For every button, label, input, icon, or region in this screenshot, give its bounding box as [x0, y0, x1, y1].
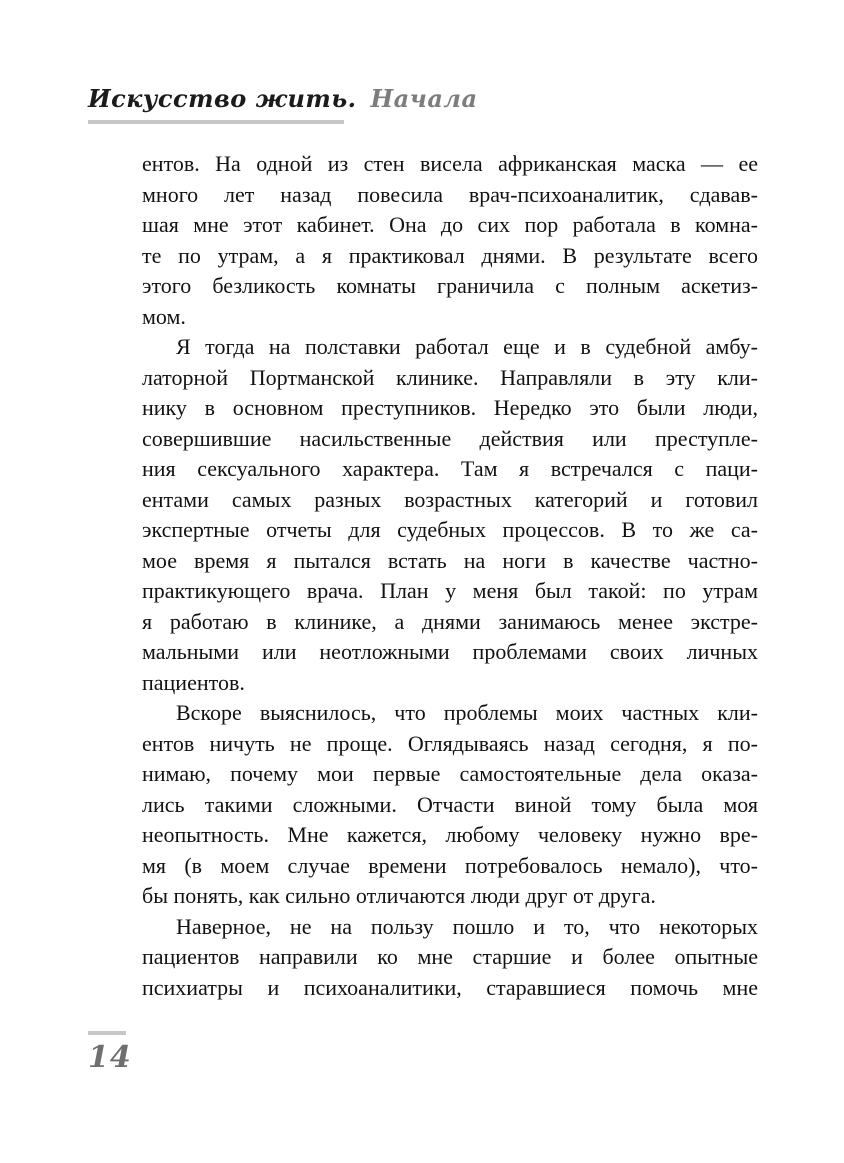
footer-rule: [88, 1031, 126, 1035]
text-line: лись такими сложными. Отчасти виной тому была моя: [142, 791, 758, 817]
text-line: я работаю в клинике, а днями занимаюсь менее экстре-: [142, 608, 758, 634]
text-line: ентами самых разных возрастных категорий и готовил: [142, 486, 758, 512]
text-line: мальными или неотложными проблемами своих личных: [142, 639, 758, 664]
text-line: бы понять, как сильно отличаются люди друг от друга.: [142, 883, 656, 908]
text-line: неопытность. Мне кажется, любому человеку нужно вре-: [142, 822, 758, 847]
text-line: те по утрам, а я практиковал днями. В результате всего: [142, 242, 758, 268]
text-line: ентов. На одной из стен висела африканская маска — ее: [142, 151, 758, 176]
text-line: практикующего врача. План у меня был такой: по утрам: [142, 578, 758, 603]
book-title: Искусство жить.: [88, 84, 357, 113]
text-line: много лет назад повесила врач-психоаналитик, сдавав-: [142, 181, 758, 207]
text-line: пациентов направили ко мне старшие и более опытные: [142, 944, 758, 969]
text-line: мом.: [142, 303, 186, 329]
text-line: мя (в моем случае времени потребовалось немало), что-: [142, 852, 758, 878]
text-line: Наверное, не на пользу пошло и то, что некоторых: [176, 913, 758, 939]
page-body-text: [142, 149, 758, 1003]
text-line: экспертные отчеты для судебных процессов. В то же са-: [142, 517, 758, 542]
text-line: совершившие насильственные действия или преступле-: [142, 425, 758, 451]
text-line: нику в основном преступников. Нередко это были люди,: [142, 395, 758, 420]
page-number: 14: [88, 1040, 132, 1075]
text-line: латорной Портманской клинике. Направляли в эту кли-: [142, 364, 758, 390]
text-line: мое время я пытался встать на ноги в качестве частно-: [142, 547, 758, 573]
text-line: нимаю, почему мои первые самостоятельные дела оказа-: [142, 761, 758, 786]
text-line: ния сексуального характера. Там я встречался с паци-: [142, 456, 758, 481]
chapter-title: Начала: [370, 84, 478, 113]
text-line: Вскоре выяснилось, что проблемы моих частных кли-: [176, 700, 758, 725]
text-line: психиатры и психоаналитики, старавшиеся помочь мне: [142, 974, 758, 1000]
text-line: ентов ничуть не проще. Оглядываясь назад сегодня, я по-: [142, 730, 758, 756]
text-line: этого безликость комнаты граничила с полным аскетиз-: [142, 273, 758, 298]
text-line: шая мне этот кабинет. Она до сих пор работала в комна-: [142, 212, 758, 237]
header-rule: [88, 120, 344, 124]
running-header: [88, 84, 478, 113]
text-line: пациентов.: [142, 669, 245, 695]
text-line: Я тогда на полставки работал еще и в судебной амбу-: [176, 334, 758, 359]
